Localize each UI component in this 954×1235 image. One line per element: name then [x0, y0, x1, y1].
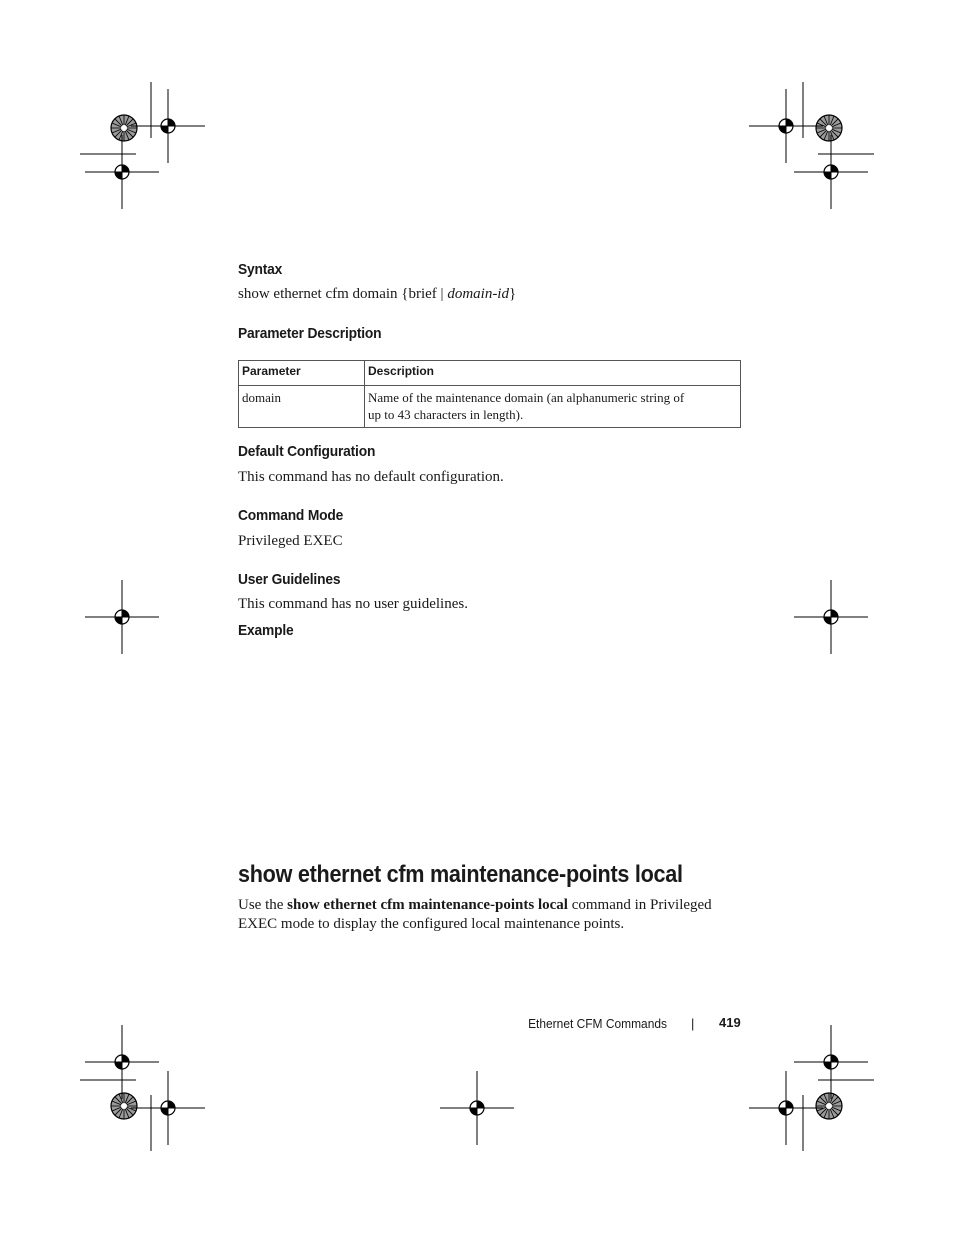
default-configuration-heading: Default Configuration — [238, 443, 376, 460]
column-header-parameter: Parameter — [239, 361, 365, 386]
intro-suffix: command in Privileged — [567, 897, 712, 913]
column-header-description: Description — [365, 361, 741, 386]
registration-mark-icon — [794, 1025, 868, 1099]
star-target-icon — [816, 115, 842, 141]
syntax-command-prefix: show ethernet cfm domain {brief | — [238, 286, 448, 302]
footer-chapter-title: Ethernet CFM Commands — [528, 1016, 667, 1031]
syntax-command-argument: domain-id — [447, 286, 509, 302]
footer-separator: | — [691, 1016, 695, 1031]
parameter-description-heading: Parameter Description — [238, 325, 382, 342]
table-header-row — [239, 361, 741, 386]
star-target-icon — [111, 1093, 137, 1119]
user-guidelines-text: This command has no user guidelines. — [238, 596, 468, 612]
syntax-command — [238, 285, 516, 304]
registration-mark-icon — [131, 89, 205, 163]
syntax-heading: Syntax — [238, 261, 283, 278]
intro-prefix: Use the — [238, 897, 288, 913]
registration-mark-icon — [440, 1071, 514, 1145]
registration-mark-icon — [85, 135, 159, 209]
description-cell — [365, 386, 741, 428]
registration-mark-icon — [794, 580, 868, 654]
crop-line — [803, 82, 874, 154]
registration-mark-icon — [131, 1071, 205, 1145]
star-target-icon — [816, 1093, 842, 1119]
table-row — [239, 386, 741, 428]
command-intro — [238, 896, 712, 915]
example-heading: Example — [238, 622, 294, 639]
command-intro-line2: EXEC mode to display the configured local maintenance points. — [238, 916, 625, 932]
registration-mark-icon — [794, 135, 868, 209]
command-mode-text: Privileged EXEC — [238, 533, 343, 549]
star-target-icon — [111, 115, 137, 141]
intro-command: show ethernet cfm maintenance-points local — [287, 897, 568, 913]
registration-mark-icon — [85, 1025, 159, 1099]
description-line: Name of the maintenance domain (an alphanumeric string of — [368, 390, 685, 405]
default-configuration-text: This command has no default configuration. — [238, 469, 504, 485]
page-number: 419 — [719, 1015, 741, 1030]
parameter-cell: domain — [239, 386, 365, 428]
command-title: show ethernet cfm maintenance-points local — [238, 861, 683, 888]
registration-mark-icon — [749, 89, 823, 163]
registration-mark-icon — [85, 580, 159, 654]
syntax-command-suffix: } — [508, 286, 517, 302]
command-mode-heading: Command Mode — [238, 507, 344, 524]
registration-mark-icon — [749, 1071, 823, 1145]
description-line: up to 43 characters in length). — [368, 407, 524, 422]
user-guidelines-heading: User Guidelines — [238, 571, 341, 588]
parameter-table — [238, 360, 741, 428]
